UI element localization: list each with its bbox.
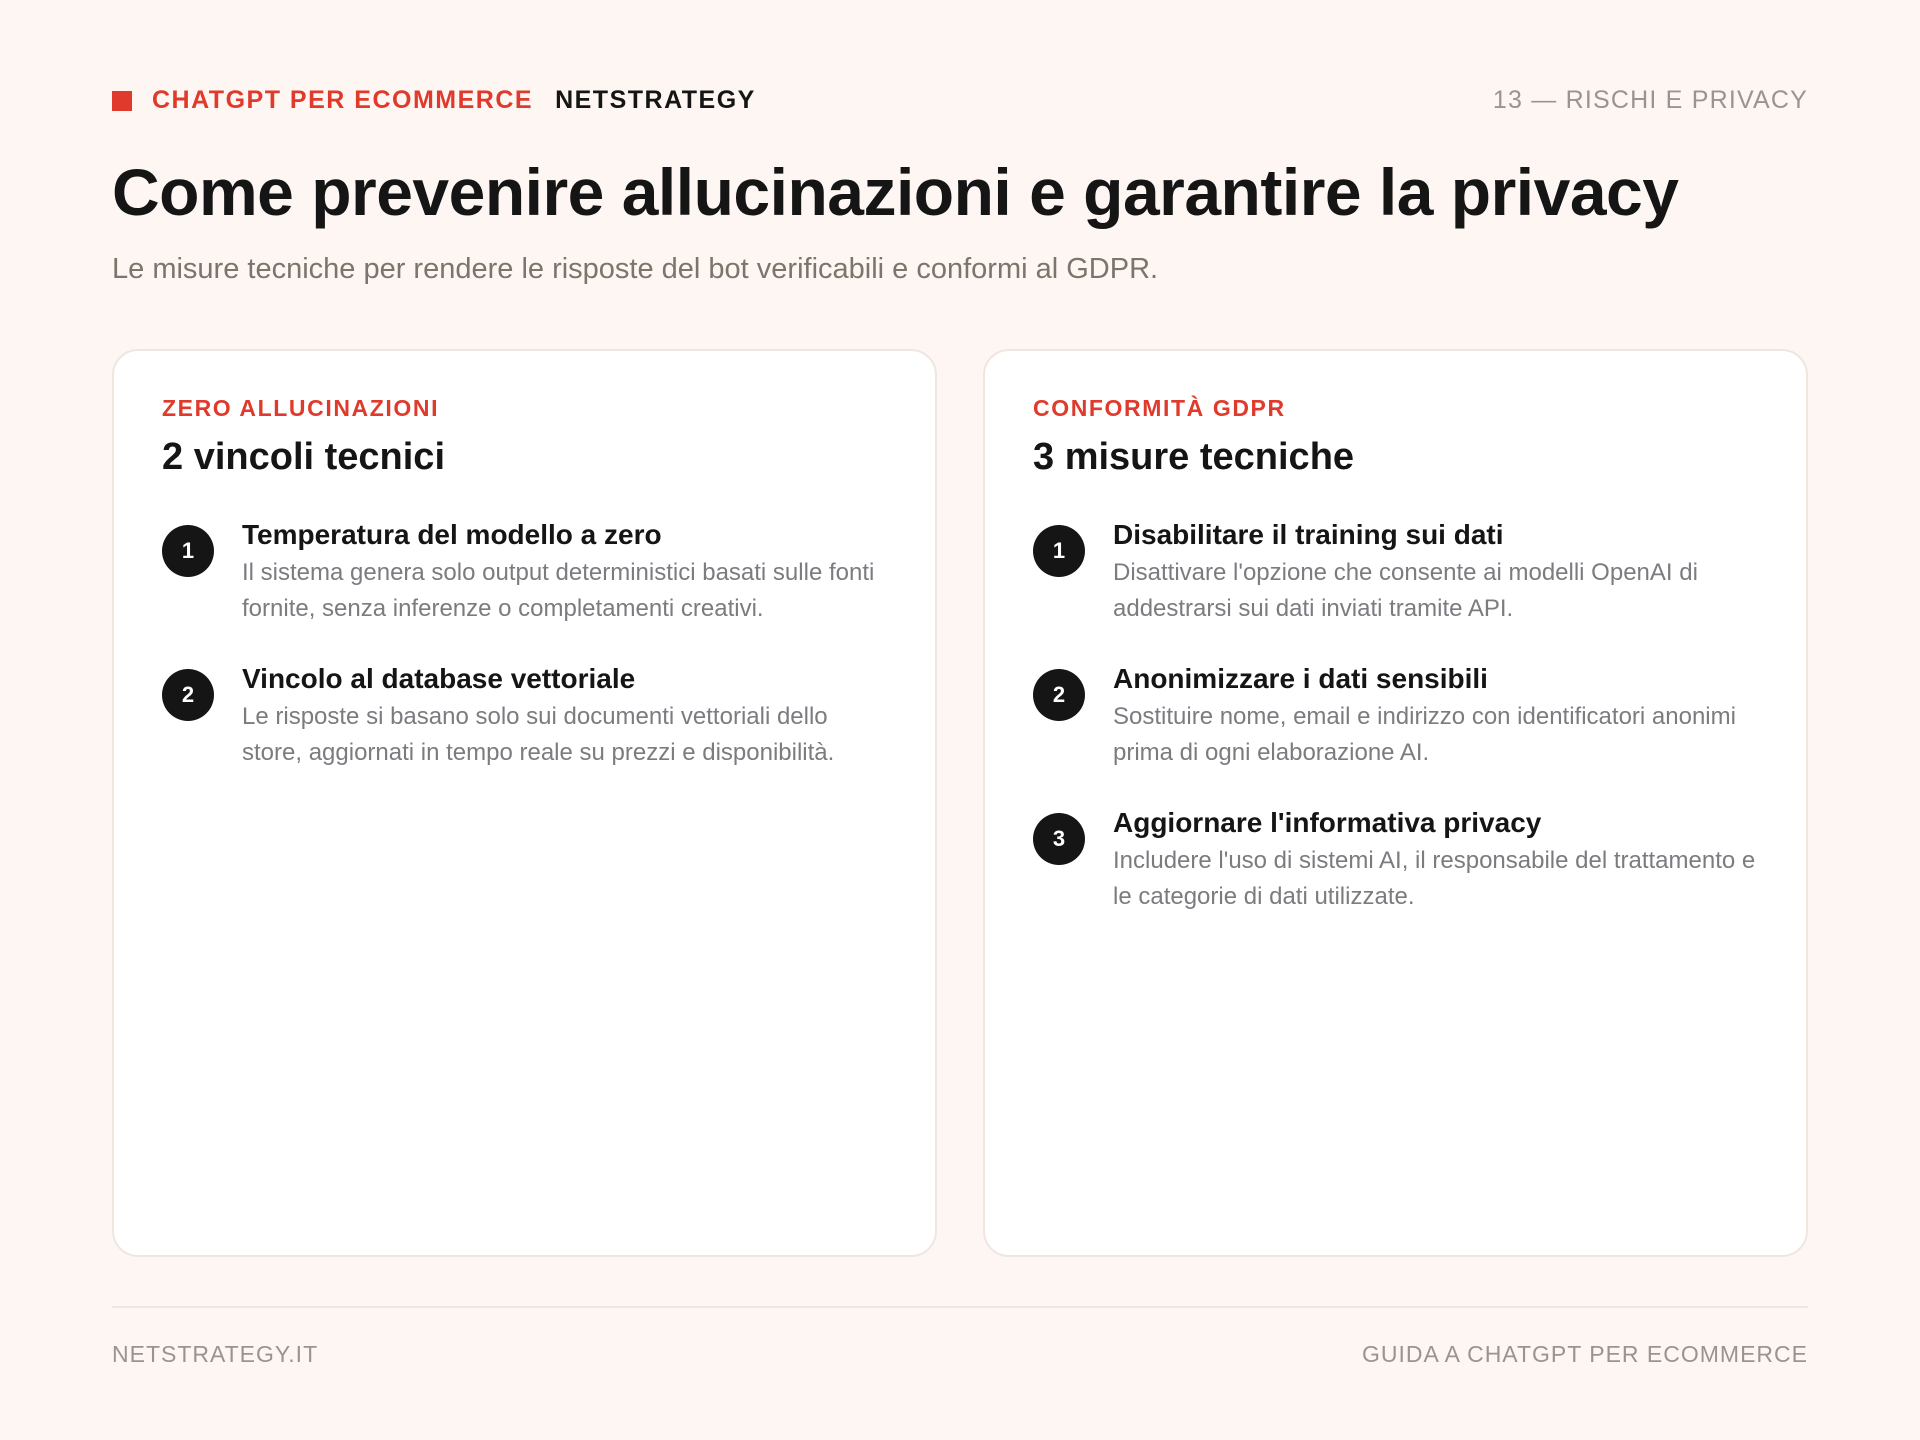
page-subtitle: Le misure tecniche per rendere le risposte del bot verificabili e conformi al GDPR. (112, 253, 1159, 285)
section-label: 13 — RISCHI E PRIVACY (1492, 86, 1808, 114)
footer-divider (112, 1306, 1808, 1308)
card-title: 2 vincoli tecnici (162, 436, 445, 478)
footer (112, 1341, 1808, 1368)
list-item (162, 517, 887, 627)
number-badge: 1 (162, 525, 214, 577)
footer-right: GUIDA A CHATGPT PER ECOMMERCE (1361, 1341, 1808, 1367)
brand-square-icon (112, 91, 132, 111)
card-kicker: ZERO ALLUCINAZIONI (162, 395, 440, 421)
item-description: Sostituire nome, email e indirizzo con identificatori anonimi prima di ogni elaborazione AI. (1113, 703, 1736, 766)
number-badge: 1 (1033, 525, 1085, 577)
brand-secondary: NETSTRATEGY (555, 86, 756, 114)
item-description: Disattivare l'opzione che consente ai modelli OpenAI di addestrarsi sui dati inviati tramite API. (1113, 559, 1698, 622)
item-list (162, 517, 887, 771)
list-item (162, 661, 887, 771)
cards (112, 349, 1808, 1257)
item-body (1113, 517, 1758, 627)
footer-left: NETSTRATEGY.IT (112, 1341, 319, 1367)
item-description: Il sistema genera solo output deterministici basati sulle fonti fornite, senza inferenze o completamenti creativi. (242, 559, 875, 622)
item-title: Disabilitare il training sui dati (1113, 519, 1504, 550)
item-body (242, 661, 887, 771)
item-title: Anonimizzare i dati sensibili (1113, 663, 1488, 694)
card-hallucinations (112, 349, 937, 1257)
page-title: Come prevenire allucinazioni e garantire la privacy (112, 155, 1679, 229)
list-item (1033, 661, 1758, 771)
brand (112, 86, 756, 115)
number-badge: 3 (1033, 813, 1085, 865)
card-gdpr (983, 349, 1808, 1257)
number-badge: 2 (162, 669, 214, 721)
item-body (1113, 661, 1758, 771)
list-item (1033, 805, 1758, 915)
list-item (1033, 517, 1758, 627)
item-body (242, 517, 887, 627)
card-title: 3 misure tecniche (1033, 436, 1355, 478)
item-title: Temperatura del modello a zero (242, 519, 662, 550)
brand-primary: CHATGPT PER ECOMMERCE (152, 86, 534, 114)
number-badge: 2 (1033, 669, 1085, 721)
item-body (1113, 805, 1758, 915)
item-list (1033, 517, 1758, 915)
item-title: Aggiornare l'informativa privacy (1113, 807, 1542, 838)
item-description: Le risposte si basano solo sui documenti vettoriali dello store, aggiornati in tempo reale su prezzi e disponibilità. (242, 703, 835, 766)
header (112, 86, 1808, 115)
item-description: Includere l'uso di sistemi AI, il responsabile del trattamento e le categorie di dati utilizzate. (1113, 847, 1756, 910)
card-kicker: CONFORMITÀ GDPR (1033, 395, 1286, 421)
item-title: Vincolo al database vettoriale (242, 663, 636, 694)
